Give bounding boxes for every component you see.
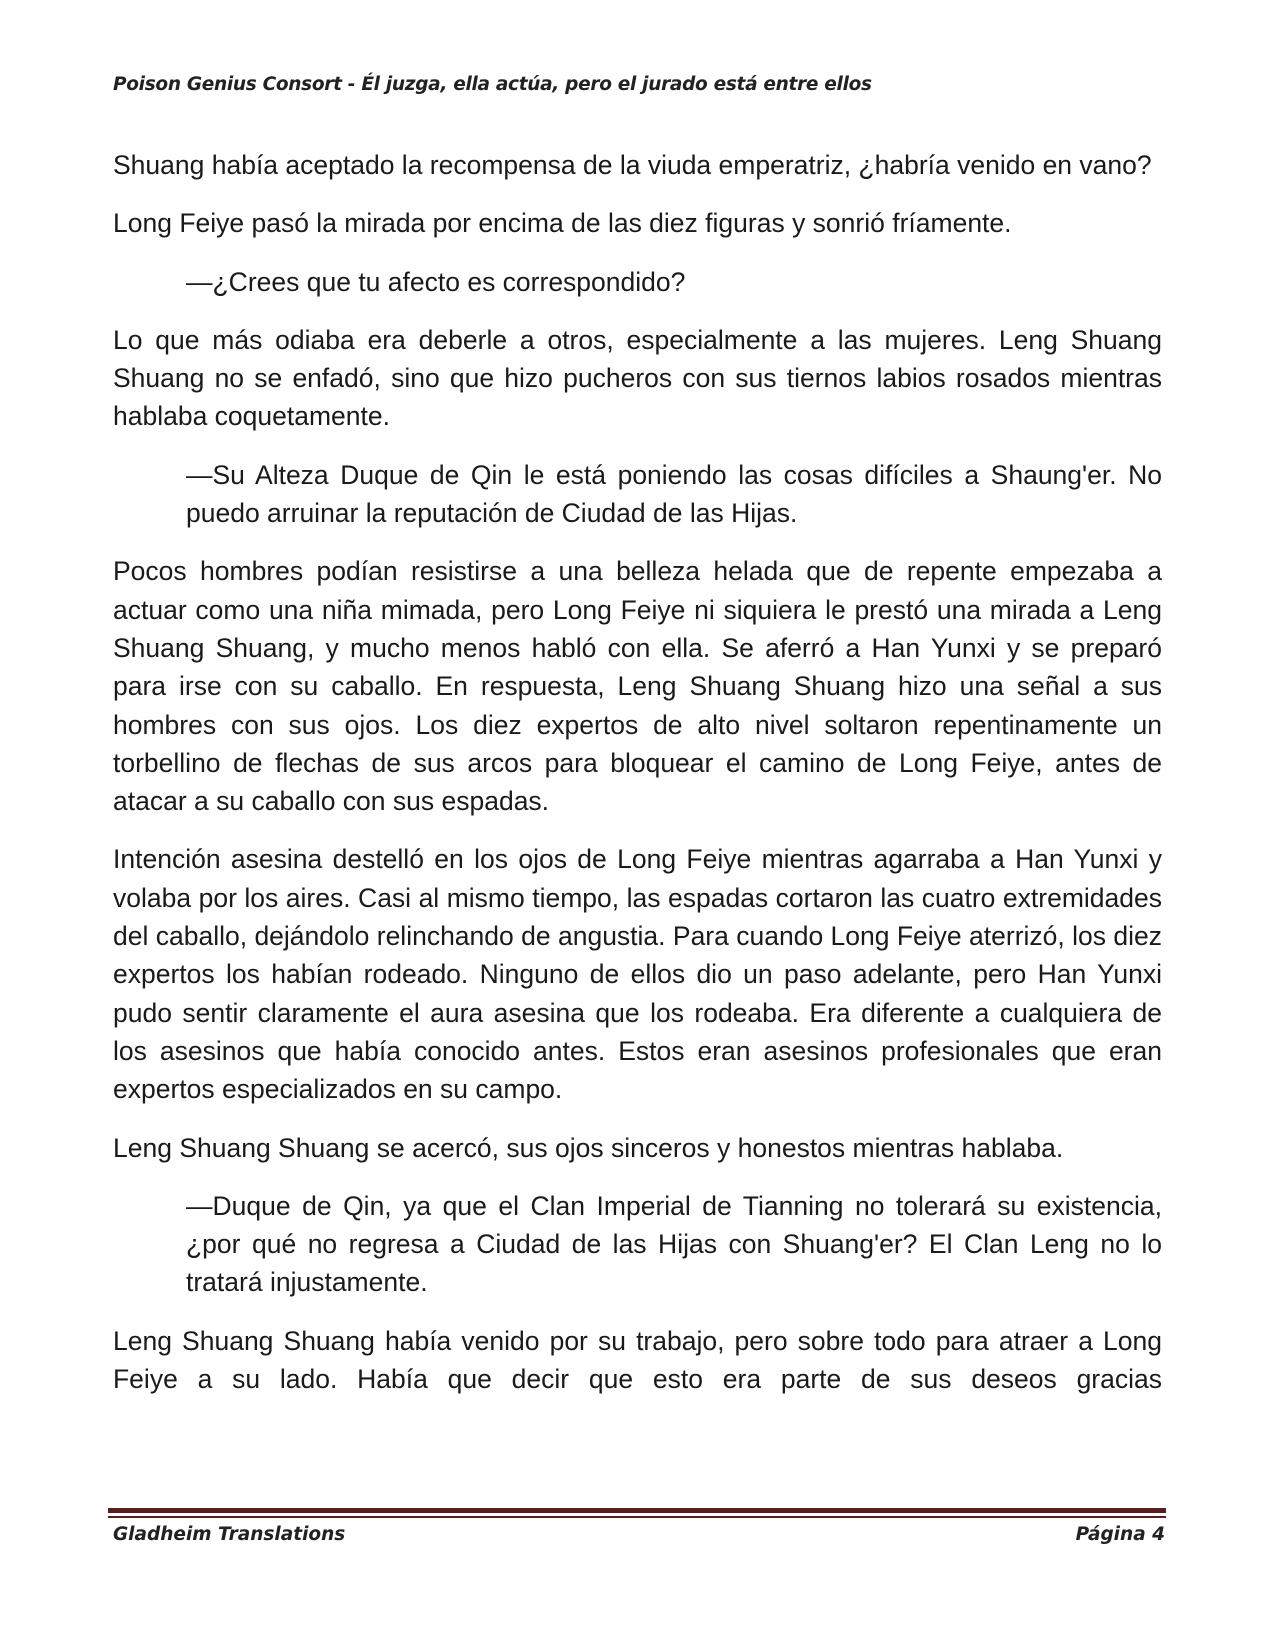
paragraph-2: Long Feiye pasó la mirada por encima de las diez figuras y sonrió fríamente.	[113, 208, 1012, 239]
paragraph-3: Lo que más odiaba era deberle a otros, especialmente a las mujeres. Leng Shuang Shuang no se enfadó, sino que hizo pucheros con sus tiernos labios rosados mientras hablaba coquetamente.	[113, 324, 1162, 432]
footer-divider-thin	[108, 1516, 1166, 1518]
page-header-title: Poison Genius Consort - Él juzga, ella actúa, pero el jurado está entre ellos	[113, 74, 872, 95]
dialog-line-1: —¿Crees que tu afecto es correspondido?	[186, 266, 686, 297]
paragraph-1: Shuang había aceptado la recompensa de la viuda emperatriz, ¿habría venido en vano?	[113, 150, 1152, 180]
paragraph-4: Pocos hombres podían resistirse a una belleza helada que de repente empezaba a actuar como una niña mimada, pero Long Feiye ni siquiera le prestó una mirada a Leng Shuang Shuang, y mucho menos habló con ella. Se aferró a Han Yunxi y se preparó para irse con su caballo. En respuesta, Leng Shuang Shuang hizo una señal a sus hombres con sus ojos. Los diez expertos de alto nivel soltaron repentinamente un torbellino de flechas de sus arcos para bloquear el camino de Long Feiye, antes de atacar a su caballo con sus espadas.	[113, 556, 1162, 817]
paragraph-7: Leng Shuang Shuang había venido por su trabajo, pero sobre todo para atraer a Long Feiye a su lado. Había que decir que esto era parte de sus deseos gracias	[113, 1325, 1162, 1395]
footer-translator-name: Gladheim Translations	[113, 1524, 346, 1545]
dialog-line-3: —Duque de Qin, ya que el Clan Imperial de Tianning no tolerará su existencia, ¿por qué no regresa a Ciudad de las Hijas con Shuang'er? El Clan Leng no lo tratará injustamente.	[186, 1190, 1162, 1298]
paragraph-5: Intención asesina destelló en los ojos de Long Feiye mientras agarraba a Han Yunxi y volaba por los aires. Casi al mismo tiempo, las espadas cortaron las cuatro extremidades del caballo, dejándolo relinchando de angustia. Para cuando Long Feiye aterrizó, los diez expertos los habían rodeado. Ninguno de ellos dio un paso adelante, pero Han Yunxi pudo sentir claramente el aura asesina que los rodeaba. Era diferente a cualquiera de los asesinos que había conocido antes. Estos eran asesinos profesionales que eran expertos especializados en su campo.	[113, 844, 1162, 1105]
footer-divider-thick	[108, 1508, 1166, 1513]
paragraph-6: Leng Shuang Shuang se acercó, sus ojos sinceros y honestos mientras hablaba.	[113, 1132, 1064, 1163]
document-body	[113, 146, 1162, 1418]
footer-page-number: Página 4	[1075, 1524, 1165, 1545]
dialog-line-2: —Su Alteza Duque de Qin le está poniendo las cosas difíciles a Shaung'er. No puedo arruinar la reputación de Ciudad de las Hijas.	[186, 459, 1162, 529]
